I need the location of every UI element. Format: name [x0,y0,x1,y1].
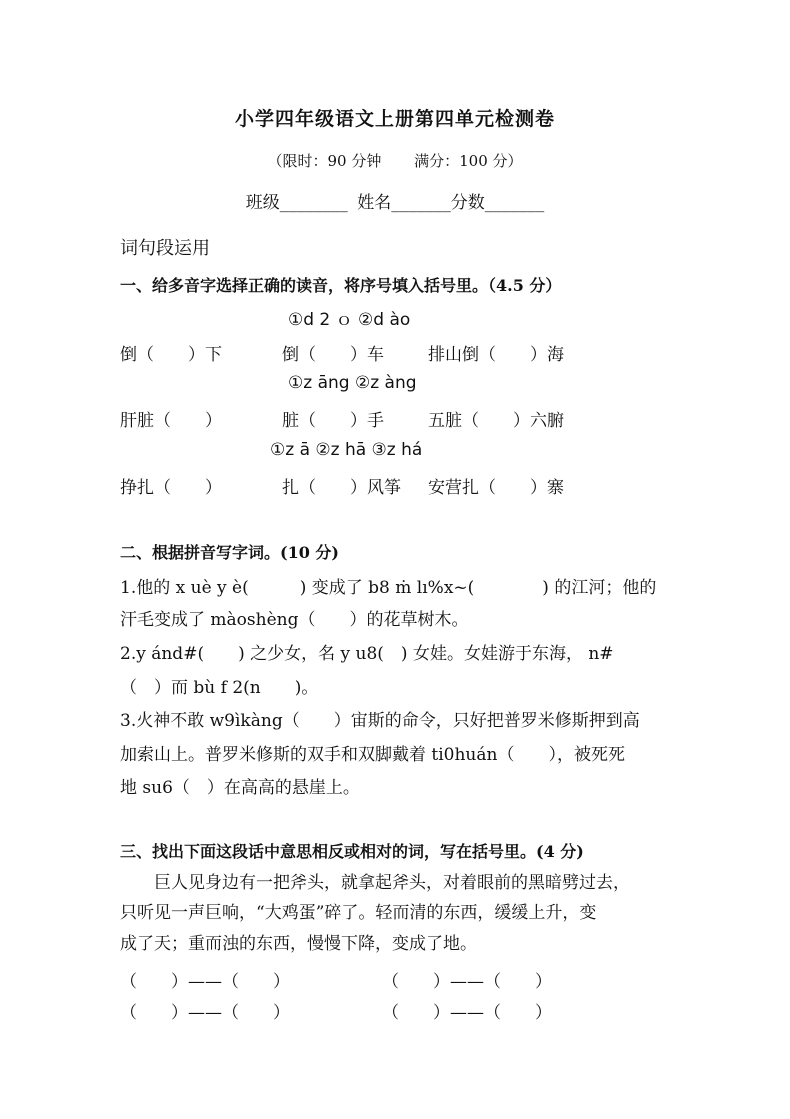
class-field: 班级________ [245,193,348,213]
q1-item: 扎（ ）风筝 [282,478,401,498]
q1-options-2: ①z āng ②z àng [288,373,417,393]
q1-item: 排山倒（ ）海 [428,345,564,365]
q2-line: 2.y ánd#( ) 之少女，名 y u8( ) 女娃。女娃游于东海， n# [120,644,614,664]
q3-answer-pair[interactable]: （ ）——（ ） [120,972,290,992]
q3-answer-pair[interactable]: （ ）——（ ） [120,1003,290,1023]
q3-paragraph-line: 成了天；重而浊的东西，慢慢下降，变成了地。 [120,934,477,954]
section-label: 词句段运用 [120,238,210,259]
q3-paragraph-line: 只听见一声巨响，“大鸡蛋”碎了。轻而清的东西，缓缓上升，变 [120,903,597,923]
q1-item: 五脏（ ）六腑 [428,411,564,431]
q1-item: 倒（ ）车 [282,345,384,365]
page-title: 小学四年级语文上册第四单元检测卷 [234,108,555,130]
q3-heading: 三、找出下面这段话中意思相反或相对的词，写在括号里。(4 分) [120,842,584,861]
q1-heading: 一、给多音字选择正确的读音，将序号填入括号里。（4.5 分） [120,276,562,295]
q2-heading: 二、根据拼音写字词。(10 分) [120,543,339,562]
q2-line: 加索山上。普罗米修斯的双手和双脚戴着 ti0huán（ ），被死死 [120,745,625,765]
q1-item: 倒（ ）下 [120,345,222,365]
q2-line: 地 su6（ ）在高高的悬崖上。 [120,778,360,798]
student-info-line [0,188,790,213]
q2-line: 汗毛变成了 màoshèng（ ）的花草树木。 [120,610,469,630]
q3-answer-pair[interactable]: （ ）——（ ） [382,1003,552,1023]
time-limit-line [0,150,790,171]
q1-item: 脏（ ）手 [282,411,384,431]
q2-line: 3.火神不敢 w9ìkàng（ ）宙斯的命令，只好把普罗米修斯押到高 [120,711,640,731]
name-score-field: 姓名_______分数_______ [357,193,545,213]
q1-item: 安营扎（ ）寨 [428,478,564,498]
q1-options-3: ①z ā ②z hā ③z há [270,440,423,460]
q2-line: （ ）而 bù f 2(n )。 [120,678,319,698]
time-limit: （限时：90 分钟 [267,152,382,170]
q3-answer-pair[interactable]: （ ）——（ ） [382,972,552,992]
full-score: 满分：100 分） [414,152,523,170]
q3-paragraph-line: 巨人见身边有一把斧头，就拿起斧头，对着眼前的黑暗劈过去， [120,873,630,893]
q1-item: 肝脏（ ） [120,411,222,431]
q1-options-1: ①d 2 ｏ ②d ào [288,310,411,330]
q1-item: 挣扎（ ） [120,478,222,498]
q2-line: 1.他的 x uè y è( ) 变成了 b8 ṁ lı%x~( ) 的江河；他的 [120,578,657,598]
